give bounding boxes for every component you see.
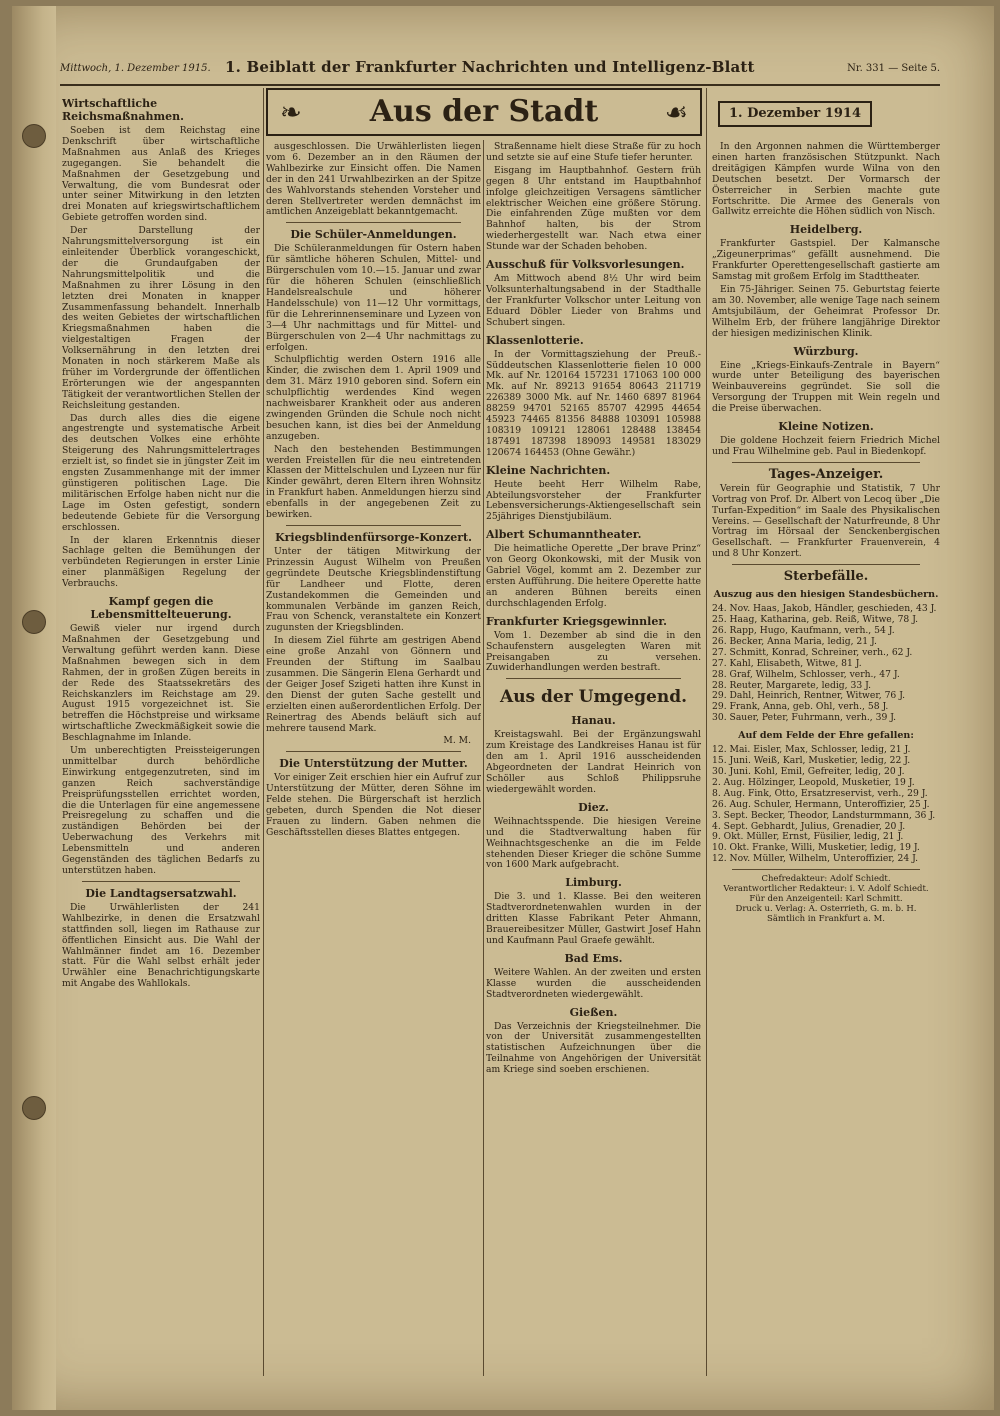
list-item: 27. Kahl, Elisabeth, Witwe, 81 J. bbox=[712, 657, 862, 669]
article-paragraph: Eisgang im Hauptbahnhof. Gestern früh gegen 8 Uhr entstand im Hauptbahnhof infolge gleichzeitigen Versagens sämtlicher elektrischer Weichen eine größere Störung. Die einfahrenden Züge mußten vor dem Bahnhof halten, bis der Strom wiederhergestellt war. Nach etwa einer Stunde war der Schaden behoben. bbox=[486, 164, 701, 253]
article-paragraph: Vom 1. Dezember ab sind die in den Schaufenstern ausgelegten Waren mit Preisangaben zu versehen. Zuwiderhandlungen werden bestraft. bbox=[486, 629, 701, 674]
article-heading: Kleine Notizen. bbox=[778, 420, 874, 434]
imprint bbox=[712, 874, 940, 924]
header-date: Mittwoch, 1. Dezember 1915. bbox=[60, 63, 211, 74]
column-divider bbox=[483, 140, 484, 1376]
ornament-icon: ❧ bbox=[280, 98, 302, 128]
divider bbox=[506, 678, 681, 679]
divider bbox=[82, 881, 240, 882]
divider bbox=[732, 869, 920, 870]
article-heading: Kampf gegen die Lebensmittelteuerung. bbox=[90, 595, 232, 622]
list-item: 8. Aug. Fink, Otto, Ersatzreservist, verh., 29 J. bbox=[712, 787, 928, 799]
section-heading-umgegend: Aus der Umgegend. bbox=[500, 687, 687, 708]
article-paragraph: Unter der tätigen Mitwirkung der Prinzessin August Wilhelm von Preußen gegründete Deutsche Kriegsblindenstiftung für Landheer und Flotte, deren Zustandekommen die Gemeinden und kommunalen Verbände im ganzen Reich, Frau von Schenck, veranstaltete ein Konzert zugunsten der Kriegsblinden. bbox=[266, 546, 481, 634]
fallen-list bbox=[712, 745, 940, 865]
list-item: 15. Juni. Weiß, Karl, Musketier, ledig, 22 J. bbox=[712, 755, 911, 767]
header-issue: Nr. 331 — Seite 5. bbox=[847, 63, 940, 74]
list-item: 3. Sept. Becker, Theodor, Landsturmmann, 36 J. bbox=[712, 809, 936, 821]
article-heading: Kleine Nachrichten. bbox=[486, 463, 611, 477]
place-heading: Bad Ems. bbox=[564, 951, 623, 965]
article-paragraph: Kreistagswahl. Bei der Ergänzungswahl zum Kreistage des Landkreises Hanau ist für den am 1. April 1916 ausscheidenden Abgeordneten der Landrat Heinrich von Schöller aus Schloß Philippsruhe wiedergewählt worden. bbox=[486, 729, 701, 795]
place-heading: Würzburg. bbox=[793, 344, 859, 358]
article-heading: Die Landtagsersatzwahl. bbox=[85, 886, 237, 900]
article-paragraph: Die Schüleranmeldungen für Ostern haben für sämtliche höheren Schulen, Mittel- und Bürgerschulen vom 10.—15. Januar und zwar für die höheren Schulen (einschließlich Handelsrealschule und höherer Handelsschule) von 11—12 Uhr vormittags, für die Lehrerinnenseminare und Lyzeen von 3—4 Uhr nachmittags und für Mittel- und Bürgerschulen von 2—4 Uhr nachmittags zu erfolgen. bbox=[266, 243, 481, 353]
section-title-box bbox=[266, 88, 702, 136]
list-item: 30. Sauer, Peter, Fuhrmann, verh., 39 J. bbox=[712, 712, 897, 724]
column-1 bbox=[62, 92, 260, 1376]
article-paragraph: Weitere Wahlen. An der zweiten und ersten Klasse wurden die ausscheidenden Stadtverordneten wiedergewählt. bbox=[486, 966, 701, 1000]
article-paragraph: Schulpflichtig werden Ostern 1916 alle Kinder, die zwischen dem 1. April 1909 und dem 31. März 1910 geboren sind. Sofern ein schulpflichtig werdendes Kind wegen nachweisbarer Krankheit oder aus anderen zwingenden Gründen die Schule noch nicht besuchen kann, ist dies bei der Anmeldung anzugeben. bbox=[266, 354, 481, 442]
place-heading: Hanau. bbox=[571, 714, 616, 728]
date-box: 1. Dezember 1914 bbox=[718, 101, 872, 127]
sub-heading: Auszug aus den hiesigen Standesbüchern. bbox=[713, 589, 939, 601]
column-2 bbox=[266, 142, 481, 1376]
article-paragraph: Nach den bestehenden Bestimmungen werden Freistellen für die neu eintretenden Klassen der Mittelschulen und Lyzeen nur für Kinder gewährt, deren Eltern ihren Wohnsitz in Frankfurt haben. Anmeldungen hierzu sind ebenfalls in der angegebenen Zeit zu bewirken. bbox=[266, 443, 481, 521]
article-paragraph: Die heimatliche Operette „Der brave Prinz“ von Georg Okonkowski, mit der Musik von Gabriel Vögel, kommt am 2. Dezember zur ersten Aufführung. Die heitere Operette hatte an anderen Bühnen bereits einen durchschlagenden Erfolg. bbox=[486, 543, 701, 609]
article-heading: Sterbefälle. bbox=[783, 569, 869, 585]
page-header bbox=[60, 58, 940, 80]
article-paragraph: Am Mittwoch abend 8½ Uhr wird beim Volksunterhaltungsabend in der Stadthalle der Frankfurter Volkschor unter Leitung von Eduard Döbler Lieder von Brahms und Schubert singen. bbox=[486, 273, 701, 328]
article-paragraph: In den Argonnen nahmen die Württemberger einen harten französischen Stützpunkt. Nach dreitägigen Kämpfen wurde Wilna von den Deutschen besetzt. Der Vormarsch der Österreicher in Serbien machte gute Fortschritte. Die Armee des Generals von Gallwitz erreichte die Höhen südlich von Nisch. bbox=[712, 142, 940, 218]
article-paragraph: In der klaren Erkenntnis dieser Sachlage gelten die Bemühungen der verbündeten Regierungen in erster Linie einer planmäßigen Regelung der Verbrauchs. bbox=[62, 534, 260, 590]
list-item: 26. Aug. Schuler, Hermann, Unteroffizier, 25 J. bbox=[712, 798, 930, 810]
article-paragraph: Die Urwählerlisten der 241 Wahlbezirke, in denen die Ersatzwahl stattfinden soll, liegen im Rathause zur öffentlichen Einsicht aus. Die Wahl der Wahlmänner findet am 16. Dezember statt. Für die Wahl selbst erhält jeder Urwähler eine Benachrichtigungskarte mit Angabe des Wahllokals. bbox=[62, 901, 260, 990]
article-heading: Die Unterstützung der Mutter. bbox=[279, 757, 468, 771]
list-item: 25. Haag, Katharina, geb. Reiß, Witwe, 78 J. bbox=[712, 614, 919, 626]
divider bbox=[286, 222, 461, 223]
list-item: 30. Juni. Kohl, Emil, Gefreiter, ledig, 20 J. bbox=[712, 765, 905, 777]
article-paragraph: In der Vormittagsziehung der Preuß.-Süddeutschen Klassenlotterie fielen 10 000 Mk. auf Nr. 120164 157231 171063 100 000 Mk. auf Nr. 89213 91654 80643 211719 226389 3000 Mk. auf Nr. 1460 6897 81964 88259 94701 52165 85707 42995 44654 45923 74465 81356 84888 103091 105988 108319 109121 128061 128488 138454 187491 187398 189093 149581 183029 120674 164453 (Ohne Gewähr.) bbox=[486, 348, 701, 458]
article-paragraph: Der Darstellung der Nahrungsmittelversorgung ist ein einleitender Überblick vorangeschickt, der die Grundaufgaben der Nahrungsmittelpolitik und die Maßnahmen zu ihrer Lösung in den letzten drei Monaten in knapper Zusammenfassung behandelt. Innerhalb des weiten Gebietes der wirtschaftlichen Kriegsmaßnahmen haben die vielgestaltigen Fragen der Volksernährung in den letzten drei Monaten in noch stärkerem Maße als früher im Vordergrunde der öffentlichen Erörterungen wie der angespannten Tätigkeit der verantwortlichen Stellen der Reichsleitung gestanden. bbox=[62, 225, 260, 411]
article-paragraph: Das durch alles dies die eigene angestrengte und systematische Arbeit des deutschen Volkes eine erhöhte Steigerung des Nahrungsmittelertrages erzielt ist, so findet sie in jüngster Zeit im engsten Zusammenhange mit der immer günstigeren politischen Lage. Die militärischen Erfolge haben nicht nur die Lage im Osten gefestigt, sondern bedeutende Gebiete für die Versorgung erschlossen. bbox=[62, 412, 260, 533]
article-paragraph: Die goldene Hochzeit feiern Friedrich Michel und Frau Wilhelmine geb. Paul in Biedenkopf. bbox=[712, 435, 940, 457]
article-paragraph: Vor einiger Zeit erschien hier ein Aufruf zur Unterstützung der Mütter, deren Söhne im Felde stehen. Die Bürgerschaft ist herzlich gebeten, durch Spenden die Not dieser Frauen zu lindern. Gaben nehmen die Geschäftsstellen dieses Blattes entgegen. bbox=[266, 772, 481, 838]
list-item: 26. Becker, Anna Maria, ledig, 21 J. bbox=[712, 635, 877, 647]
article-heading: Frankfurter Kriegsgewinnler. bbox=[486, 614, 667, 628]
article-paragraph: In diesem Ziel führte am gestrigen Abend eine große Anzahl von Gönnern und Freunden der Stiftung im Saalbau zusammen. Die Sängerin Elena Gerhardt und der Geiger Josef Szigeti hatten ihre Kunst in den Dienst der guten Sache gestellt und erzielten einen außerordentlichen Erfolg. Der Reinertrag des Abends beläuft sich auf mehrere tausend Mark. bbox=[266, 635, 481, 734]
article-paragraph: Verein für Geographie und Statistik, 7 Uhr Vortrag von Prof. Dr. Albert von Lecoq über „Die Turfan-Expedition“ im Saale des Physikalischen Vereins. — Gesellschaft der Naturfreunde, 8 Uhr Vortrag im Hörsaal der Senckenbergischen Gesellschaft. — Frankfurter Frauenverein, 4 und 8 Uhr Konzert. bbox=[712, 482, 940, 560]
article-paragraph: ausgeschlossen. Die Urwählerlisten liegen vom 6. Dezember an in den Räumen der Wahlbezirke zur Einsicht offen. Die Namen der in den 241 Urwahlbezirken an der Spitze des Wahlvorstands stehenden Vorsteher und deren Stellvertreter werden demnächst im amtlichen Anzeigeblatt bekanntgemacht. bbox=[266, 142, 481, 218]
article-signature: M. M. bbox=[443, 735, 471, 747]
place-heading: Diez. bbox=[578, 800, 609, 814]
article-paragraph: Die 3. und 1. Klasse. Bei den weiteren Stadtverordnetenwahlen wurden in der dritten Klasse Fabrikant Peter Ahmann, Brauereibesitzer Müller, Gastwirt Josef Hahn und Kaufmann Paul Graefe gewählt. bbox=[486, 891, 701, 946]
article-heading: Die Schüler-Anmeldungen. bbox=[290, 228, 457, 242]
imprint-line: Druck u. Verlag: A. Osterrieth, G. m. b. H. bbox=[735, 904, 917, 915]
list-item: 12. Mai. Eisler, Max, Schlosser, ledig, 21 J. bbox=[712, 744, 911, 756]
list-item: 2. Aug. Hölzinger, Leopold, Musketier, 19 J. bbox=[712, 776, 915, 788]
article-paragraph: Eine „Kriegs-Einkaufs-Zentrale in Bayern“ wurde unter Beteiligung des bayerischen Weinbauvereins gegründet. Sie soll die Versorgung der Truppen mit Wein regeln und die Preise überwachen. bbox=[712, 359, 940, 415]
list-item: 26. Rapp, Hugo, Kaufmann, verh., 54 J. bbox=[712, 625, 895, 636]
article-paragraph: Gewiß vieler nur irgend durch Maßnahmen der Gesetzgebung und Verwaltung geführt werden kann. Diese Maßnahmen bewegen sich in dem Rahmen, der in großen Zügen bereits in der Rede des Staatssekretärs des Reichskanzlers im Reichstage am 29. August 1915 vorgezeichnet ist. Sie betreffen die Höchstpreise und wirksame wirtschaftliche Zweckmäßigkeit sowie die Beschlagnahme im Inlande. bbox=[62, 623, 260, 744]
list-item: 9. Okt. Müller, Ernst, Füsilier, ledig, 21 J. bbox=[712, 831, 904, 843]
place-heading: Gießen. bbox=[569, 1005, 618, 1019]
article-paragraph: Heute beeht Herr Wilhelm Rabe, Abteilungsvorsteher der Frankfurter Lebensversicherungs-Aktiengesellschaft sein 25jähriges Dienstjubiläum. bbox=[486, 478, 701, 523]
article-paragraph: Straßenname hielt diese Straße für zu hoch und setzte sie auf eine Stufe tiefer herunter. bbox=[486, 142, 701, 163]
article-paragraph: Das Verzeichnis der Kriegsteilnehmer. Die von der Universität zusammengestellten statistischen Aufzeichnungen über die Teilnahme von Angehörigen der Universität am Kriege sind soeben erschienen. bbox=[486, 1020, 701, 1076]
article-heading: Tages-Anzeiger. bbox=[768, 466, 884, 482]
binding-edge bbox=[12, 6, 56, 1410]
article-heading: Wirtschaftliche Reichsmaßnahmen. bbox=[62, 97, 184, 123]
place-heading: Limburg. bbox=[565, 876, 622, 890]
list-item: 29. Dahl, Heinrich, Rentner, Witwer, 76 J. bbox=[712, 690, 906, 702]
article-heading: Klassenlotterie. bbox=[486, 333, 584, 347]
column-4 bbox=[712, 142, 940, 1376]
list-item: 27. Schmitt, Konrad, Schreiner, verh., 62 J. bbox=[712, 646, 913, 658]
divider bbox=[286, 525, 461, 526]
deaths-list bbox=[712, 604, 940, 724]
article-paragraph: Frankfurter Gastspiel. Der Kalmansche „Zigeunerprimas“ gefällt ausnehmend. Die Frankfurter Operettengesellschaft gastierte am Samstag mit großem Erfolg im Stadttheater. bbox=[712, 238, 940, 283]
header-rule bbox=[60, 84, 940, 86]
list-item: 4. Sept. Gebhardt, Julius, Grenadier, 20 J. bbox=[712, 820, 906, 832]
binding-hole bbox=[22, 1096, 46, 1120]
binding-hole bbox=[22, 610, 46, 634]
article-paragraph: Weihnachtsspende. Die hiesigen Vereine und die Stadtverwaltung haben für Weihnachtsgeschenke an die im Felde stehenden Dieser Krieger die schöne Summe von 1600 Mark aufgebracht. bbox=[486, 815, 701, 871]
header-title: 1. Beiblatt der Frankfurter Nachrichten und Intelligenz-Blatt bbox=[225, 58, 755, 76]
article-heading: Ausschuß für Volksvorlesungen. bbox=[486, 258, 685, 272]
article-paragraph: Um unberechtigten Preissteigerungen unmittelbar durch behördliche Einwirkung entgegenzutreten, sind im ganzen Reich sachverständige Preisprüfungsstellen errichtet worden, die die Unterlagen für eine angemessene Preisregelung zu schaffen und die zuständigen Behörden bei der Ueberwachung des Verkehrs mit Lebensmitteln und anderen Gegenständen des täglichen Bedarfs zu unterstützen haben. bbox=[62, 745, 260, 876]
divider bbox=[732, 462, 920, 463]
ornament-icon: ☙ bbox=[664, 98, 688, 128]
sub-heading: Auf dem Felde der Ehre gefallen: bbox=[738, 730, 914, 742]
column-3 bbox=[486, 142, 701, 1376]
column-divider bbox=[706, 88, 707, 1376]
list-item: 24. Nov. Haas, Jakob, Händler, geschieden, 43 J. bbox=[712, 603, 937, 615]
list-item: 29. Frank, Anna, geb. Ohl, verh., 58 J. bbox=[712, 701, 889, 713]
article-paragraph: Soeben ist dem Reichstag eine Denkschrift über wirtschaftliche Maßnahmen aus Anlaß des Krieges zugegangen. Sie behandelt die Maßnahmen der Gesetzgebung und Verwaltung, die vom Bundesrat oder unter seiner Mitwirkung in den letzten drei Monaten auf kriegswirtschaftlichem Gebiete getroffen worden sind. bbox=[62, 125, 260, 224]
binding-hole bbox=[22, 124, 46, 148]
imprint-line: Chefredakteur: Adolf Schiedt. bbox=[761, 874, 891, 885]
imprint-line: Für den Anzeigenteil: Karl Schmitt. bbox=[749, 894, 903, 905]
divider bbox=[732, 564, 920, 565]
list-item: 28. Reuter, Margarete, ledig, 33 J. bbox=[712, 679, 872, 691]
article-paragraph: Ein 75-Jähriger. Seinen 75. Geburtstag feierte am 30. November, alle wenige Tage nach seinem Amtsjubiläum, der Geheimrat Professor Dr. Wilhelm Erb, der frühere langjährige Direktor der hiesigen medizinischen Klinik. bbox=[712, 283, 940, 339]
article-heading: Kriegsblindenfürsorge-Konzert. bbox=[275, 531, 472, 544]
imprint-line: Sämtlich in Frankfurt a. M. bbox=[767, 914, 885, 925]
article-heading: Albert Schumanntheater. bbox=[486, 528, 642, 542]
column-divider bbox=[263, 88, 264, 1376]
list-item: 28. Graf, Wilhelm, Schlosser, verh., 47 J. bbox=[712, 668, 900, 680]
imprint-line: Verantwortlicher Redakteur: i. V. Adolf Schiedt. bbox=[723, 884, 929, 895]
divider bbox=[286, 751, 461, 752]
place-heading: Heidelberg. bbox=[789, 223, 863, 237]
list-item: 12. Nov. Müller, Wilhelm, Unteroffizier, 24 J. bbox=[712, 853, 919, 865]
section-title: Aus der Stadt bbox=[369, 94, 599, 129]
list-item: 10. Okt. Franke, Willi, Musketier, ledig, 19 J. bbox=[712, 842, 920, 854]
